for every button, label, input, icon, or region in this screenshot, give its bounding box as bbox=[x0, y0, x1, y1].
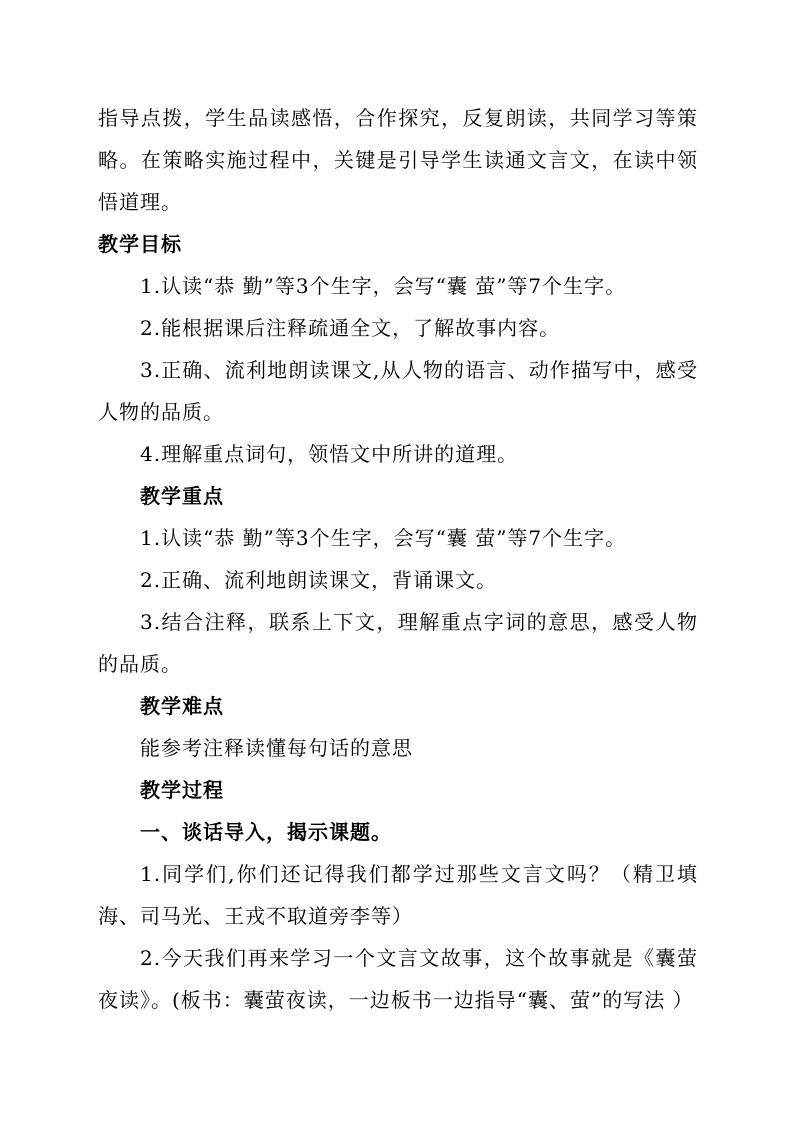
goal-item: 4.理解重点词句，领悟文中所讲的道理。 bbox=[140, 442, 519, 466]
key-point-item: 3.结合注释，联系上下文，理解重点字词的意思，感受人物的品质。 bbox=[98, 610, 698, 676]
section1-item: 1.同学们,你们还记得我们都学过那些文言文吗？（精卫填海、司马光、王戎不取道旁李等） bbox=[98, 862, 698, 928]
goals-heading: 教学目标 bbox=[98, 232, 182, 256]
difficulty-heading: 教学难点 bbox=[140, 694, 224, 718]
intro-paragraph: 指导点拨，学生品读感悟，合作探究，反复朗读，共同学习等策略。在策略实施过程中，关键是引导学生读通文言文，在读中领悟道理。 bbox=[98, 106, 698, 214]
goal-item: 3.正确、流利地朗读课文,从人物的语言、动作描写中，感受人物的品质。 bbox=[98, 358, 698, 424]
key-point-item: 2.正确、流利地朗读课文，背诵课文。 bbox=[140, 568, 498, 592]
section1-heading: 一、谈话导入，揭示课题。 bbox=[140, 820, 392, 844]
process-heading: 教学过程 bbox=[140, 778, 224, 802]
section1-item: 2.今天我们再来学习一个文言文故事，这个故事就是《囊萤夜读》。(板书：囊萤夜读，一边板书一边指导“囊、萤”的写法 ） bbox=[98, 946, 698, 1012]
key-points-heading: 教学重点 bbox=[140, 484, 224, 508]
key-point-item: 1.认读“恭 勤”等3个生字，会写“囊 萤”等7个生字。 bbox=[140, 526, 627, 550]
document-page bbox=[98, 97, 698, 1021]
goal-item: 2.能根据课后注释疏通全文，了解故事内容。 bbox=[140, 316, 561, 340]
difficulty-text: 能参考注释读懂每句话的意思 bbox=[140, 736, 413, 760]
goal-item: 1.认读“恭 勤”等3个生字，会写“囊 萤”等7个生字。 bbox=[140, 274, 627, 298]
